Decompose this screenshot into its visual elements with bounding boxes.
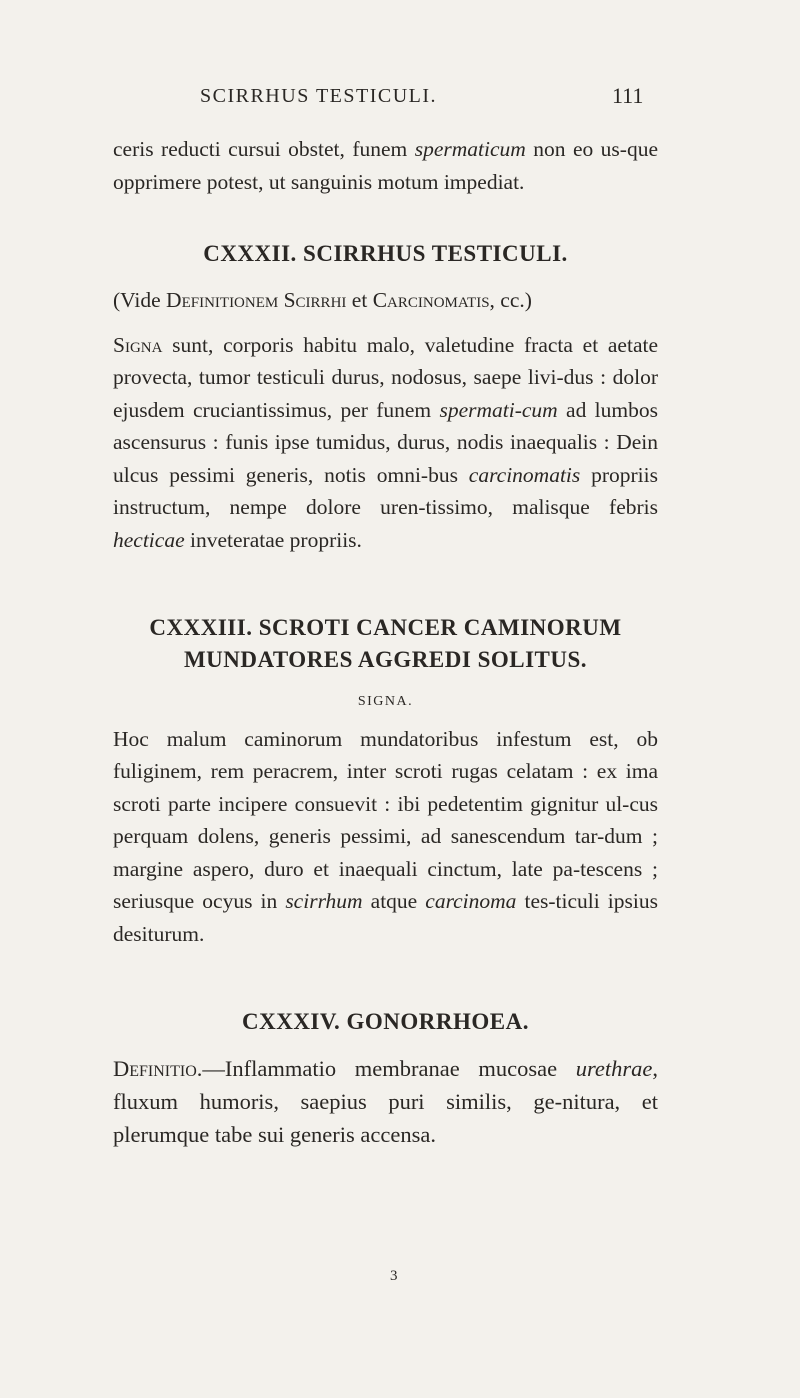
section-133-subtitle: SIGNA. [357, 694, 414, 709]
s132-term-3: hecticae [113, 527, 185, 552]
s134-text-2: , fluxum humoris, saepius puri similis, ge-nitura, et plerumque tabe sui generis accensa. [113, 1056, 658, 1147]
signature-mark: 3 [390, 1268, 398, 1284]
s133-title-line-1: CXXXIII. SCROTI CANCER CAMINORUM [149, 615, 622, 640]
section-134-body [113, 1052, 658, 1151]
s132-term-1: spermati-cum [439, 397, 558, 422]
page-number: 111 [612, 83, 644, 108]
s133-term-2: carcinoma [425, 889, 517, 913]
s132-text-2: ad lumbos ascensurus : funis ipse tumidus, durus, nodis inaequalis : Dein ulcus pessimi generis, notis omni-bus [113, 397, 658, 487]
running-head: SCIRRHUS TESTICULI. [200, 85, 438, 107]
intro-text-2: non eo us-que opprimere potest, ut sanguinis motum impediat. [113, 137, 658, 194]
s133-text-3: tes-ticuli ipsius desiturum. [113, 889, 658, 946]
section-132-title: CXXXII. SCIRRHUS TESTICULI. [203, 241, 568, 266]
s132-text-4: inveteratae propriis. [184, 527, 362, 552]
page-header [0, 85, 800, 115]
ref-close: , cc.) [489, 288, 532, 312]
ref-carcinomatis: Carcinomatis [372, 288, 490, 312]
signa-label: Signa [113, 332, 163, 357]
s133-text-2: atque [362, 889, 426, 913]
section-132-body [113, 329, 658, 557]
text-block [113, 133, 658, 1151]
ref-definition: Definitionem Scirrhi [166, 288, 347, 312]
s132-term-2: carcinomatis [468, 462, 581, 487]
ref-open: (Vide [113, 288, 167, 312]
s134-text-1: .—Inflammatio membranae mucosae [196, 1056, 576, 1081]
definitio-label: Definitio [113, 1056, 197, 1081]
s134-term-1: urethrae [575, 1056, 653, 1081]
s133-term-1: scirrhum [285, 889, 363, 913]
intro-paragraph [113, 133, 658, 198]
s133-title-line-2: MUNDATORES AGGREDI SOLITUS. [183, 647, 588, 672]
ref-mid: et [346, 288, 373, 312]
section-133-title [113, 612, 658, 676]
s132-text-3: propriis instructum, nempe dolore uren-tissimo, malisque febris [113, 462, 658, 519]
intro-text-1: ceris reducti cursui obstet, funem [113, 137, 415, 161]
s132-text-1: sunt, corporis habitu malo, valetudine fracta et aetate provecta, tumor testiculi durus, nodosus, saepe livi-dus : dolor ejusdem cruciantissimus, per funem [113, 332, 658, 422]
section-132-reference [113, 284, 658, 317]
s133-text-1: Hoc malum caminorum mundatoribus infestum est, ob fuliginem, rem peracrem, inter scroti rugas celatam : ex ima scroti parte incipere consuevit : ibi pedetentim gignitur ul-cus perquam dolens, generis pessimi, ad sanescendum tar-dum ; margine aspero, duro et inaequali cinctum, late pa-tescens ; seriusque ocyus in [113, 726, 658, 913]
section-133-body [113, 723, 658, 951]
section-134-title: CXXXIV. GONORRHOEA. [241, 1009, 530, 1034]
intro-term: spermaticum [414, 137, 526, 161]
